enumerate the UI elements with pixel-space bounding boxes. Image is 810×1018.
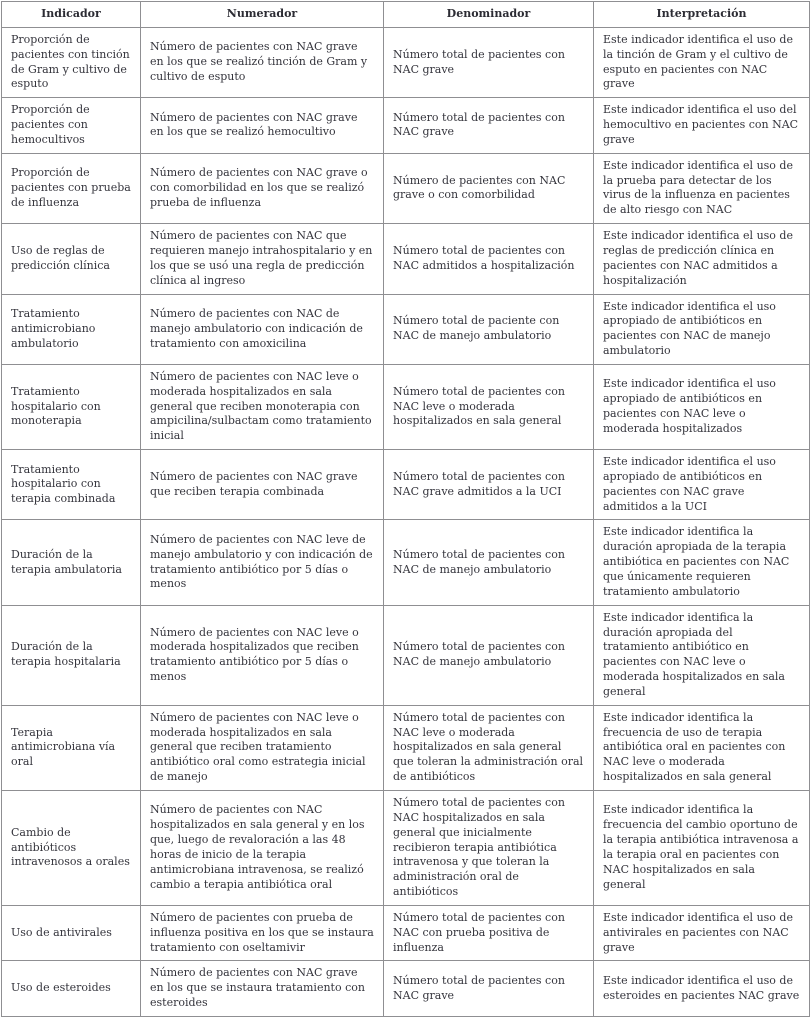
cell-numerador: Número de pacientes con NAC leve o moderada hospitalizados en sala general que reciben monoterapia con ampicilina/sulbactam como tratamiento inicial [141,364,384,449]
cell-interpretacion: Este indicador identifica la frecuencia del cambio oportuno de la terapia antibiótica intravenosa a la terapia oral en pacientes con NAC hospitalizados en sala general [594,790,810,905]
cell-interpretacion: Este indicador identifica el uso de esteroides en pacientes NAC grave [594,961,810,1017]
table-row [2,364,810,449]
cell-indicador: Cambio de antibióticos intravenosos a orales [2,790,141,905]
cell-numerador: Número de pacientes con NAC de manejo ambulatorio con indicación de tratamiento con amoxicilina [141,294,384,364]
cell-interpretacion: Este indicador identifica la duración apropiada de la terapia antibiótica en pacientes con NAC que únicamente requieren tratamiento ambulatorio [594,520,810,605]
cell-interpretacion: Este indicador identifica el uso apropiado de antibióticos en pacientes con NAC grave admitidos a la UCI [594,450,810,520]
cell-denominador: Número total de pacientes con NAC grave [384,27,594,97]
table-row [2,905,810,961]
cell-denominador: Número total de pacientes con NAC con prueba positiva de influenza [384,905,594,961]
cell-interpretacion: Este indicador identifica el uso apropiado de antibióticos en pacientes con NAC de manejo ambulatorio [594,294,810,364]
cell-denominador: Número total de pacientes con NAC de manejo ambulatorio [384,520,594,605]
cell-interpretacion: Este indicador identifica el uso de antivirales en pacientes con NAC grave [594,905,810,961]
cell-indicador: Proporción de pacientes con tinción de Gram y cultivo de esputo [2,27,141,97]
cell-denominador: Número total de pacientes con NAC admitidos a hospitalización [384,224,594,294]
cell-indicador: Uso de antivirales [2,905,141,961]
table-row [2,224,810,294]
cell-numerador: Número de pacientes con NAC grave en los que se realizó hemocultivo [141,98,384,154]
table-row [2,450,810,520]
table-row [2,27,810,97]
table-row [2,705,810,790]
cell-numerador: Número de pacientes con NAC leve de manejo ambulatorio y con indicación de tratamiento antibiótico por 5 días o menos [141,520,384,605]
cell-indicador: Terapia antimicrobiana vía oral [2,705,141,790]
cell-denominador: Número total de pacientes con NAC leve o moderada hospitalizados en sala general [384,364,594,449]
table-row [2,790,810,905]
cell-denominador: Número total de pacientes con NAC grave [384,961,594,1017]
table-row [2,520,810,605]
cell-numerador: Número de pacientes con NAC que requieren manejo intrahospitalario y en los que se usó una regla de predicción clínica al ingreso [141,224,384,294]
cell-numerador: Número de pacientes con NAC hospitalizados en sala general y en los que, luego de revaloración a las 48 horas de inicio de la terapia antimicrobiana intravenosa, se realizó cambio a terapia antibiótica oral [141,790,384,905]
cell-interpretacion: Este indicador identifica el uso de la tinción de Gram y el cultivo de esputo en pacientes con NAC grave [594,27,810,97]
cell-interpretacion: Este indicador identifica la frecuencia de uso de terapia antibiótica oral en pacientes con NAC leve o moderada hospitalizados en sala general [594,705,810,790]
table-row [2,961,810,1017]
table-row [2,153,810,223]
cell-numerador: Número de pacientes con prueba de influenza positiva en los que se instaura tratamiento con oseltamivir [141,905,384,961]
cell-denominador: Número total de pacientes con NAC de manejo ambulatorio [384,605,594,705]
cell-indicador: Duración de la terapia hospitalaria [2,605,141,705]
cell-denominador: Número total de pacientes con NAC grave [384,98,594,154]
cell-denominador: Número total de pacientes con NAC hospitalizados en sala general que inicialmente recibieron terapia antibiótica intravenosa y que toleran la administración oral de antibióticos [384,790,594,905]
cell-numerador: Número de pacientes con NAC grave que reciben terapia combinada [141,450,384,520]
cell-interpretacion: Este indicador identifica el uso de la prueba para detectar de los virus de la influenza en pacientes de alto riesgo con NAC [594,153,810,223]
column-header-indicador: Indicador [2,2,141,28]
cell-interpretacion: Este indicador identifica la duración apropiada del tratamiento antibiótico en pacientes con NAC leve o moderada hospitalizados en sala general [594,605,810,705]
cell-denominador: Número total de pacientes con NAC grave admitidos a la UCI [384,450,594,520]
cell-numerador: Número de pacientes con NAC leve o moderada hospitalizados que reciben tratamiento antibiótico por 5 días o menos [141,605,384,705]
cell-interpretacion: Este indicador identifica el uso apropiado de antibióticos en pacientes con NAC leve o moderada hospitalizados [594,364,810,449]
table-row [2,98,810,154]
cell-denominador: Número de pacientes con NAC grave o con comorbilidad [384,153,594,223]
cell-indicador: Tratamiento hospitalario con monoterapia [2,364,141,449]
column-header-interpretacion: Interpretación [594,2,810,28]
cell-interpretacion: Este indicador identifica el uso de reglas de predicción clínica en pacientes con NAC admitidos a hospitalización [594,224,810,294]
cell-denominador: Número total de pacientes con NAC leve o moderada hospitalizados en sala general que toleran la administración oral de antibióticos [384,705,594,790]
column-header-numerador: Numerador [141,2,384,28]
cell-indicador: Proporción de pacientes con hemocultivos [2,98,141,154]
cell-interpretacion: Este indicador identifica el uso del hemocultivo en pacientes con NAC grave [594,98,810,154]
cell-indicador: Tratamiento hospitalario con terapia combinada [2,450,141,520]
header-row [2,2,810,28]
cell-indicador: Tratamiento antimicrobiano ambulatorio [2,294,141,364]
table-body [2,27,810,1016]
cell-indicador: Proporción de pacientes con prueba de influenza [2,153,141,223]
table-row [2,605,810,705]
table-row [2,294,810,364]
cell-indicador: Uso de esteroides [2,961,141,1017]
cell-numerador: Número de pacientes con NAC grave en los que se realizó tinción de Gram y cultivo de esputo [141,27,384,97]
cell-numerador: Número de pacientes con NAC leve o moderada hospitalizados en sala general que reciben tratamiento antibiótico oral como estrategia inicial de manejo [141,705,384,790]
cell-indicador: Uso de reglas de predicción clínica [2,224,141,294]
indicators-table [1,1,810,1017]
cell-numerador: Número de pacientes con NAC grave en los que se instaura tratamiento con esteroides [141,961,384,1017]
column-header-denominador: Denominador [384,2,594,28]
cell-indicador: Duración de la terapia ambulatoria [2,520,141,605]
cell-denominador: Número total de paciente con NAC de manejo ambulatorio [384,294,594,364]
cell-numerador: Número de pacientes con NAC grave o con comorbilidad en los que se realizó prueba de influenza [141,153,384,223]
